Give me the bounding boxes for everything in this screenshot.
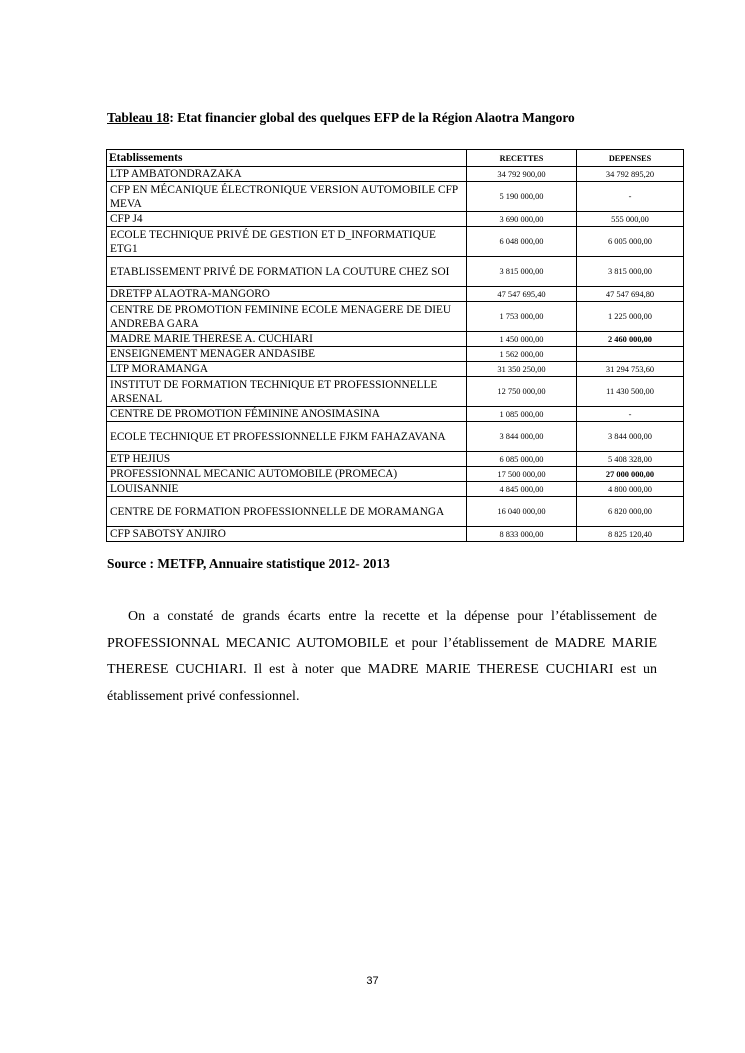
cell-recettes: 1 753 000,00: [467, 302, 577, 332]
cell-depenses: 47 547 694,80: [577, 287, 684, 302]
cell-recettes: 47 547 695,40: [467, 287, 577, 302]
cell-recettes: 5 190 000,00: [467, 182, 577, 212]
cell-name: LTP AMBATONDRAZAKA: [107, 167, 467, 182]
cell-name: ECOLE TECHNIQUE PRIVÉ DE GESTION ET D_INFORMATIQUE ETG1: [107, 227, 467, 257]
cell-depenses: 4 800 000,00: [577, 482, 684, 497]
page-number: 37: [366, 975, 379, 987]
cell-name: DRETFP ALAOTRA-MANGORO: [107, 287, 467, 302]
table-row: [107, 482, 684, 497]
cell-depenses: 555 000,00: [577, 212, 684, 227]
header-depenses: DEPENSES: [577, 150, 684, 167]
cell-name: MADRE MARIE THERESE A. CUCHIARI: [107, 332, 467, 347]
cell-name: CFP J4: [107, 212, 467, 227]
cell-recettes: 16 040 000,00: [467, 497, 577, 527]
cell-recettes: 12 750 000,00: [467, 377, 577, 407]
cell-depenses: 8 825 120,40: [577, 527, 684, 542]
cell-name: ETP HEJIUS: [107, 452, 467, 467]
table-caption-text: : Etat financier global des quelques EFP de la Région Alaotra Mangoro: [169, 110, 575, 125]
cell-depenses: 31 294 753,60: [577, 362, 684, 377]
cell-recettes: 17 500 000,00: [467, 467, 577, 482]
table-row: [107, 347, 684, 362]
table-row: [107, 467, 684, 482]
table-row: [107, 407, 684, 422]
cell-recettes: 6 048 000,00: [467, 227, 577, 257]
cell-recettes: 1 085 000,00: [467, 407, 577, 422]
cell-depenses: 2 460 000,00: [577, 332, 684, 347]
cell-depenses: 1 225 000,00: [577, 302, 684, 332]
table-row: [107, 497, 684, 527]
cell-depenses: [577, 347, 684, 362]
cell-name: INSTITUT DE FORMATION TECHNIQUE ET PROFESSIONNELLE ARSENAL: [107, 377, 467, 407]
table-caption-label: Tableau 18: [107, 110, 170, 125]
cell-depenses: -: [577, 407, 684, 422]
financial-table: [106, 149, 684, 542]
cell-name: LTP MORAMANGA: [107, 362, 467, 377]
table-row: [107, 377, 684, 407]
cell-name: CFP SABOTSY ANJIRO: [107, 527, 467, 542]
table-row: [107, 332, 684, 347]
cell-depenses: 3 844 000,00: [577, 422, 684, 452]
cell-recettes: 3 815 000,00: [467, 257, 577, 287]
table-row: [107, 452, 684, 467]
cell-depenses: 27 000 000,00: [577, 467, 684, 482]
table-row: [107, 212, 684, 227]
cell-depenses: 3 815 000,00: [577, 257, 684, 287]
cell-name: ETABLISSEMENT PRIVÉ DE FORMATION LA COUTURE CHEZ SOI: [107, 257, 467, 287]
cell-recettes: 34 792 900,00: [467, 167, 577, 182]
cell-recettes: 8 833 000,00: [467, 527, 577, 542]
cell-recettes: 3 690 000,00: [467, 212, 577, 227]
cell-depenses: 6 820 000,00: [577, 497, 684, 527]
cell-name: PROFESSIONNAL MECANIC AUTOMOBILE (PROMECA): [107, 467, 467, 482]
cell-name: ENSEIGNEMENT MENAGER ANDASIBE: [107, 347, 467, 362]
table-row: [107, 287, 684, 302]
table-row: [107, 227, 684, 257]
table-row: [107, 362, 684, 377]
table-row: [107, 257, 684, 287]
cell-name: LOUISANNIE: [107, 482, 467, 497]
table-row: [107, 182, 684, 212]
table-row: [107, 167, 684, 182]
cell-recettes: 6 085 000,00: [467, 452, 577, 467]
cell-recettes: 31 350 250,00: [467, 362, 577, 377]
cell-name: CENTRE DE FORMATION PROFESSIONNELLE DE MORAMANGA: [107, 497, 467, 527]
cell-recettes: 1 562 000,00: [467, 347, 577, 362]
cell-name: ECOLE TECHNIQUE ET PROFESSIONNELLE FJKM FAHAZAVANA: [107, 422, 467, 452]
cell-depenses: 11 430 500,00: [577, 377, 684, 407]
cell-depenses: 6 005 000,00: [577, 227, 684, 257]
body-paragraph: On a constaté de grands écarts entre la recette et la dépense pour l’établissement de PROFESSIONNAL MECANIC AUTOMOBILE et pour l’établissement de MADRE MARIE THERESE CUCHIARI. Il est à noter que MADRE MARIE THERESE CUCHIARI est un établissement privé confessionnel.: [107, 609, 657, 704]
cell-recettes: 3 844 000,00: [467, 422, 577, 452]
cell-recettes: 4 845 000,00: [467, 482, 577, 497]
header-etablissements: Etablissements: [107, 150, 467, 167]
cell-name: CENTRE DE PROMOTION FEMININE ECOLE MENAGERE DE DIEU ANDREBA GARA: [107, 302, 467, 332]
table-row: [107, 527, 684, 542]
cell-depenses: -: [577, 182, 684, 212]
cell-depenses: 34 792 895,20: [577, 167, 684, 182]
table-source: Source : METFP, Annuaire statistique 2012- 2013: [107, 556, 390, 571]
cell-depenses: 5 408 328,00: [577, 452, 684, 467]
table-row: [107, 302, 684, 332]
cell-name: CENTRE DE PROMOTION FÉMININE ANOSIMASINA: [107, 407, 467, 422]
table-row: [107, 422, 684, 452]
cell-recettes: 1 450 000,00: [467, 332, 577, 347]
cell-name: CFP EN MÉCANIQUE ÉLECTRONIQUE VERSION AUTOMOBILE CFP MEVA: [107, 182, 467, 212]
table-caption: [107, 110, 575, 126]
table-header-row: [107, 150, 684, 167]
header-recettes: RECETTES: [467, 150, 577, 167]
